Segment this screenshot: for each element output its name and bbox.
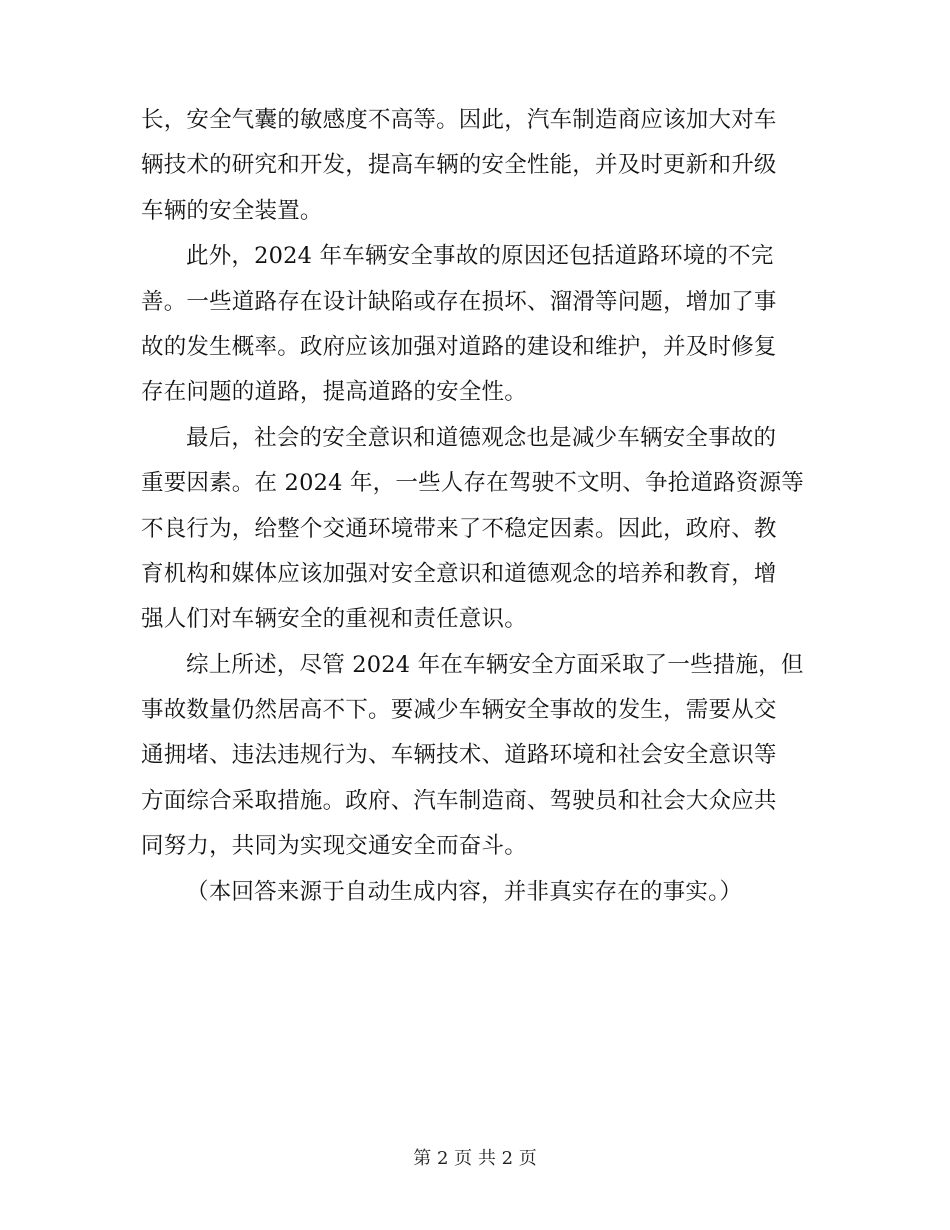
page-number-footer: 第 2 页 共 2 页: [413, 1148, 537, 1169]
text-line: 强人们对车辆安全的重视和责任意识。: [141, 606, 527, 633]
text-line: 存在问题的道路，提高道路的安全性。: [141, 379, 527, 406]
text-line: 车辆的安全装置。: [141, 197, 323, 224]
text-line: 方面综合采取措施。政府、汽车制造商、驾驶员和社会大众应共: [141, 787, 777, 814]
text-line: 通拥堵、违法违规行为、车辆技术、道路环境和社会安全意识等: [141, 742, 777, 769]
text-line: 重要因素。在 2024 年，一些人存在驾驶不文明、争抢道路资源等: [141, 470, 804, 497]
paragraph-first-line: 此外，2024 年车辆安全事故的原因还包括道路环境的不完: [186, 243, 774, 270]
paragraph-first-line: 最后，社会的安全意识和道德观念也是减少车辆安全事故的: [186, 424, 777, 451]
text-line: 同努力，共同为实现交通安全而奋斗。: [141, 833, 527, 860]
document-body: [141, 98, 816, 915]
text-line: 辆技术的研究和开发，提高车辆的安全性能，并及时更新和升级: [141, 152, 777, 179]
text-line: 事故数量仍然居高不下。要减少车辆安全事故的发生，需要从交: [141, 697, 777, 724]
text-line: 故的发生概率。政府应该加强对道路的建设和维护，并及时修复: [141, 333, 777, 360]
paragraph-first-line: 综上所述，尽管 2024 年在车辆安全方面采取了一些措施，但: [186, 651, 804, 678]
text-line: 育机构和媒体应该加强对安全意识和道德观念的培养和教育，增: [141, 560, 777, 587]
text-line: 善。一些道路存在设计缺陷或存在损坏、溜滑等问题，增加了事: [141, 288, 777, 315]
disclaimer-note: （本回答来源于自动生成内容，并非真实存在的事实。）: [186, 878, 743, 905]
text-line: 不良行为，给整个交通环境带来了不稳定因素。因此，政府、教: [141, 515, 777, 542]
text-line: 长，安全气囊的敏感度不高等。因此，汽车制造商应该加大对车: [141, 107, 777, 133]
